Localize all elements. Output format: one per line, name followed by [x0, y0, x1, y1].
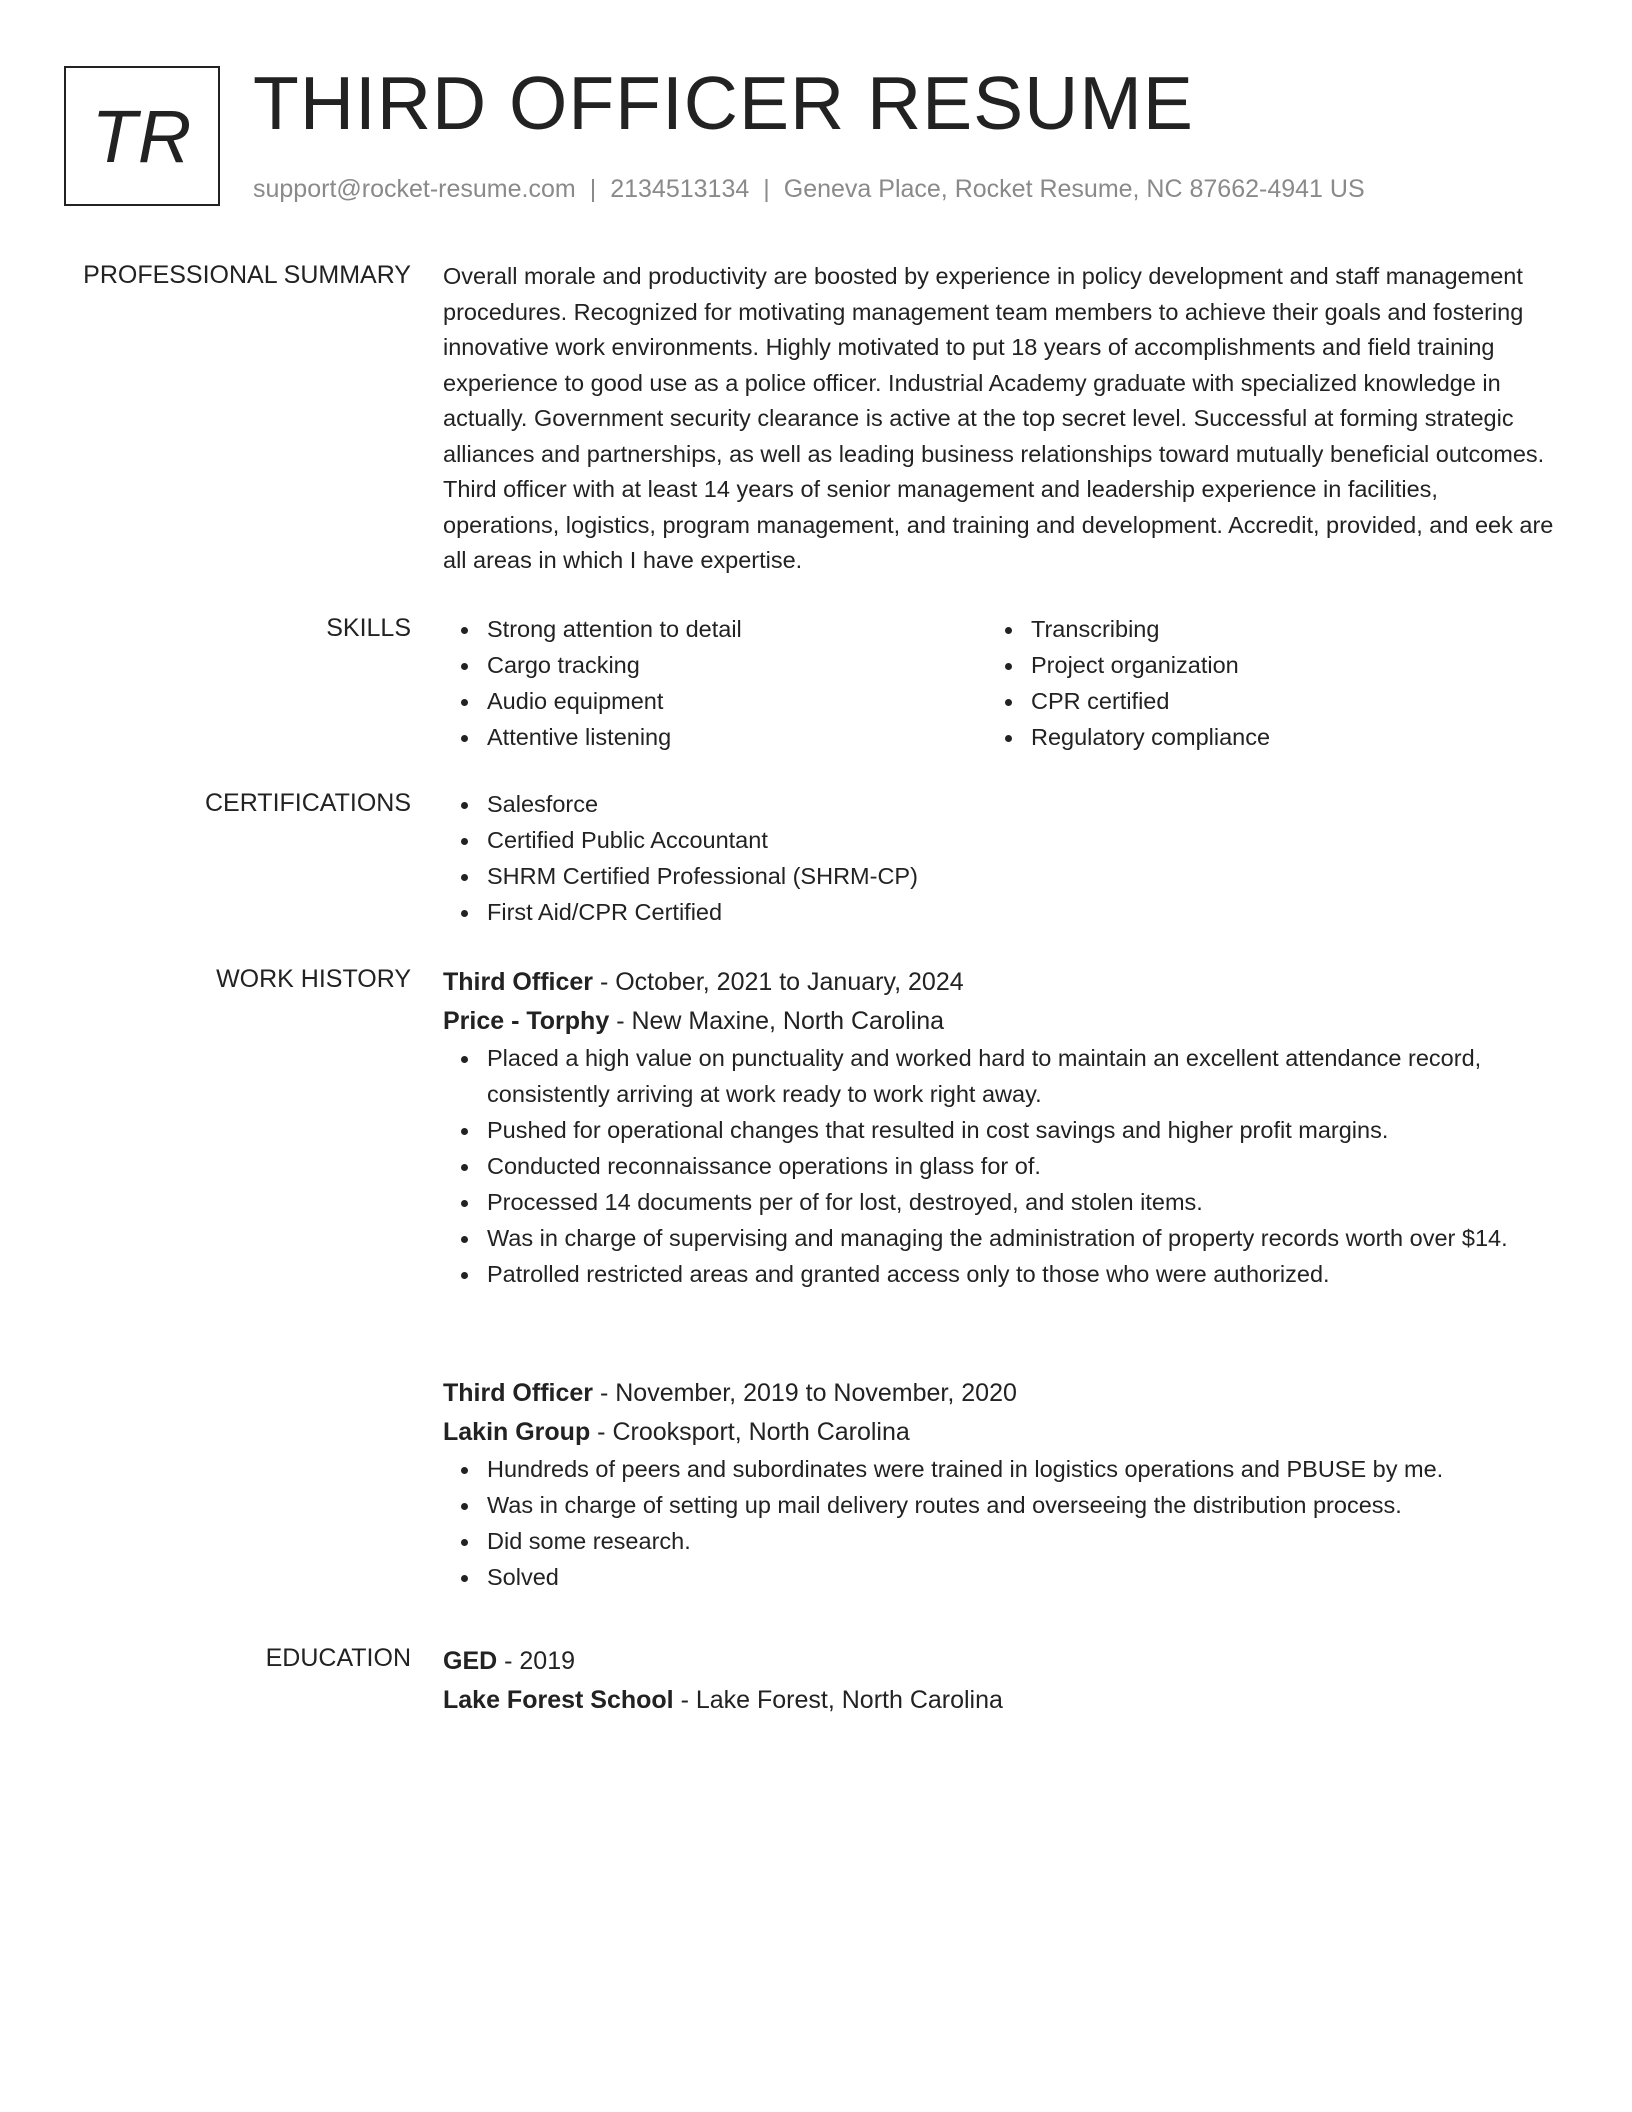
job-duty-item: Placed a high value on punctuality and worked hard to maintain an excellent attendance record, consistently arriving at work ready to work right away. [487, 1041, 1555, 1112]
job-duty-item: Pushed for operational changes that resulted in cost savings and higher profit margins. [487, 1113, 1555, 1149]
certifications-list [443, 787, 1555, 931]
contact-phone: 2134513134 [610, 175, 750, 203]
skill-item: Regulatory compliance [1031, 720, 1531, 756]
dash-separator: - [590, 1418, 613, 1446]
certification-item: Certified Public Accountant [487, 823, 1555, 859]
section-label-education: EDUCATION [265, 1644, 411, 1672]
skill-item: Attentive listening [487, 720, 987, 756]
summary-text: Overall morale and productivity are boosted by experience in policy development and staff management procedures. Recognized for motivating management team members to achieve their goals and fostering innovative work environments. Highly motivated to put 18 years of accomplishments and field training experience to good use as a police officer. Industrial Academy graduate with specialized knowledge in actually. Government security clearance is active at the top secret level. Successful at forming strategic alliances and partnerships, as well as leading business relationships toward mutually beneficial outcomes. Third officer with at least 14 years of senior management and leadership experience in facilities, operations, logistics, program management, and training and development. Accredit, provided, and eek are all areas in which I have expertise. [443, 263, 1554, 573]
job-duty-item: Solved [487, 1560, 1555, 1596]
job-duty-item: Hundreds of peers and subordinates were trained in logistics operations and PBUSE by me. [487, 1452, 1555, 1488]
job-duties-list [443, 1041, 1555, 1292]
resume-title: THIRD OFFICER RESUME [253, 61, 1194, 145]
dash-separator: - [593, 1379, 616, 1407]
education-body [443, 1642, 1555, 1720]
skill-item: Audio equipment [487, 684, 987, 720]
job-title: Third Officer [443, 968, 594, 996]
certification-item: First Aid/CPR Certified [487, 895, 1555, 931]
skill-item: Project organization [1031, 648, 1531, 684]
certifications-body [443, 787, 1555, 931]
job-company-line [443, 1413, 1555, 1452]
job-duty-item: Did some research. [487, 1524, 1555, 1560]
education-school: Lake Forest School [443, 1686, 674, 1714]
job-location: Crooksport, North Carolina [612, 1418, 910, 1446]
contact-email: support@rocket-resume.com [253, 175, 576, 203]
skills-grid [443, 612, 1555, 756]
job-company-line [443, 1002, 1555, 1041]
job-company: Lakin Group [443, 1418, 591, 1446]
job-dates: November, 2019 to November, 2020 [615, 1379, 1017, 1407]
dash-separator: - [609, 1007, 632, 1035]
section-label-skills: SKILLS [326, 614, 411, 642]
job-title-line [443, 963, 1555, 1002]
skills-column-right [987, 612, 1531, 756]
job-entry [443, 963, 1555, 1293]
skills-body [443, 612, 1555, 756]
education-degree-line [443, 1642, 1555, 1681]
job-title-line [443, 1374, 1555, 1413]
certification-item: SHRM Certified Professional (SHRM-CP) [487, 859, 1555, 895]
section-label-certifications: CERTIFICATIONS [204, 789, 411, 817]
dash-separator: - [673, 1686, 696, 1714]
education-degree: GED [443, 1647, 498, 1675]
education-location: Lake Forest, North Carolina [695, 1686, 1003, 1714]
section-label-work-history: WORK HISTORY [216, 965, 411, 993]
contact-address: Geneva Place, Rocket Resume, NC 87662-4941 US [783, 175, 1365, 203]
skills-column-left [443, 612, 987, 756]
skill-item: Transcribing [1031, 612, 1531, 648]
skill-item: Cargo tracking [487, 648, 987, 684]
skills-list-right [987, 612, 1531, 756]
education-year: 2019 [519, 1647, 576, 1675]
education-school-line [443, 1681, 1555, 1720]
job-duty-item: Conducted reconnaissance operations in glass for of. [487, 1149, 1555, 1185]
job-duty-item: Processed 14 documents per of for lost, destroyed, and stolen items. [487, 1185, 1555, 1221]
job-duty-item: Was in charge of supervising and managing the administration of property records worth over $14. [487, 1221, 1555, 1257]
job-title: Third Officer [443, 1379, 594, 1407]
job-dates: October, 2021 to January, 2024 [615, 968, 964, 996]
monogram-box [64, 66, 220, 206]
contact-separator: | [589, 175, 597, 203]
skill-item: Strong attention to detail [487, 612, 987, 648]
section-label-summary: PROFESSIONAL SUMMARY [83, 261, 411, 289]
job-duty-item: Patrolled restricted areas and granted access only to those who were authorized. [487, 1257, 1555, 1293]
dash-separator: - [497, 1647, 520, 1675]
contact-line [253, 174, 1365, 204]
monogram-initials: TR [91, 94, 193, 178]
job-duties-list [443, 1452, 1555, 1596]
skills-list-left [443, 612, 987, 756]
job-location: New Maxine, North Carolina [631, 1007, 945, 1035]
contact-separator: | [763, 175, 770, 203]
job-duty-item: Was in charge of setting up mail delivery routes and overseeing the distribution process. [487, 1488, 1555, 1524]
job-company: Price - Torphy [443, 1007, 610, 1035]
certification-item: Salesforce [487, 787, 1555, 823]
job-entry [443, 1374, 1555, 1596]
summary-body [443, 259, 1555, 579]
dash-separator: - [593, 968, 616, 996]
skill-item: CPR certified [1031, 684, 1531, 720]
